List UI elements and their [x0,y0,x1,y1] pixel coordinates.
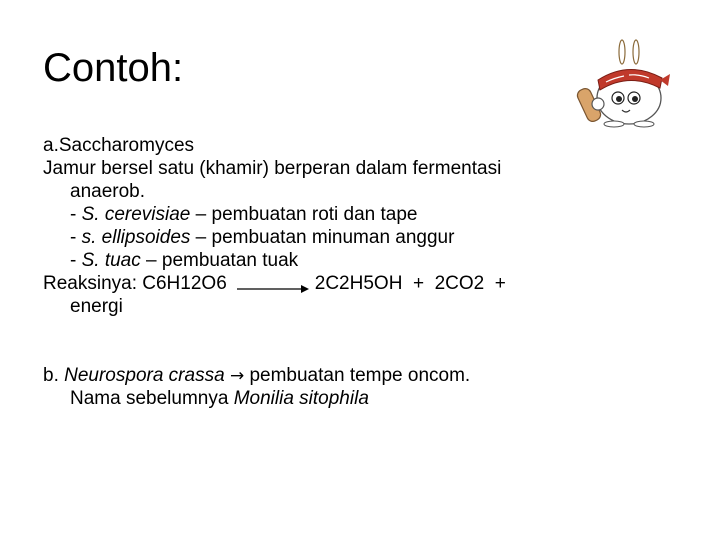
item-b-line2-text: Nama sebelumnya [70,388,234,409]
reaction-energy: energi [70,296,123,317]
item-a-desc-line1: Jamur bersel satu (khamir) berperan dalam fermentasi [43,158,502,179]
right-arrow-icon: → [229,366,245,386]
reaction-product: 2C2H5OH + 2CO2 + [314,273,506,294]
item-b-former-name: Monilia sitophila [233,388,369,409]
example-dash: - [70,204,82,225]
rabbit-mascot-icon [574,38,674,128]
item-a-desc-line2: anaerob. [70,181,146,202]
item-b-line1 [43,364,643,387]
item-b-prefix: b. [43,365,65,386]
example-item [43,226,643,249]
example-text: – pembuatan minuman anggur [190,227,455,248]
reaction-reactant: Reaksinya: C6H12O6 [43,273,227,294]
example-item [43,249,643,272]
item-b-line2 [43,387,643,410]
example-species: S. tuac [81,250,141,271]
example-text: – pembuatan roti dan tape [190,204,418,225]
example-text: – pembuatan tuak [140,250,299,271]
slide-title: Contoh: [43,46,184,90]
example-dash: - [70,227,82,248]
item-a-label: a.Saccharomyces [43,135,195,156]
reaction-line [43,272,643,295]
example-dash: - [70,250,82,271]
item-b-species: Neurospora crassa [64,365,225,386]
slide-body [43,134,643,410]
example-item [43,203,643,226]
example-species: S. cerevisiae [81,204,191,225]
right-arrow-icon [231,278,311,290]
item-b-text: pembuatan tempe oncom. [244,365,471,386]
example-species: s. ellipsoides [81,227,191,248]
